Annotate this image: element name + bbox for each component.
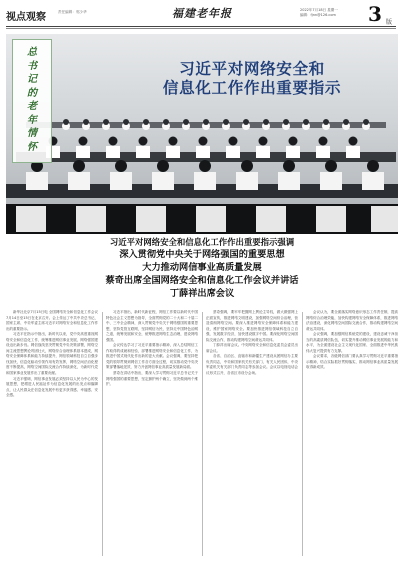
column-title: 视点观察 [6, 12, 46, 23]
editor-line: 责任编辑：郭少华 [58, 10, 87, 14]
paragraph: 新华社北京7月15日电 全国网络安全和信息化工作会议7月14日至15日在北京召开。会上传达了中共中央总书记、国家主席、中央军委主席习近平对网络安全和信息化工作作出的重要指示。 [6, 310, 98, 331]
subheadline-5: 丁薛祥出席会议 [169, 288, 235, 299]
subheadline-4: 蔡奇出席全国网络安全和信息化工作会议并讲话 [105, 275, 299, 286]
paragraph: 会议强调，要加强网信系统党的建设，建设忠诚干净担当的高素质网信队伍，切实提升推动网信事业发展的能力和水平，为全面建设社会主义现代化国家、全面推进中华民族伟大复兴提供有力支撑。 [306, 332, 398, 353]
paragraph: 会议要求，各级网信部门要认真学习贯彻习近平重要指示精神，结合实际抓好贯彻落实，推动网信事业高质量发展取得新成效。 [306, 354, 398, 370]
paragraph: 会议认为，要全面落实网络意识形态工作责任制，提高网络综合治理效能，加快构建网络安全保障体系，推进网络法治建设，深化网络空间国际交流合作，推动构建网络空间命运共同体。 [306, 310, 398, 331]
subheadline-block [6, 236, 398, 300]
editor-email: 编辑：fjnn@126.com [300, 13, 336, 17]
badge-char: 总 [27, 47, 37, 58]
paragraph: 习近平指出，新时代新征程，网信工作要以新时代中国特色社会主义思想为指导，全面贯彻党的二十大和二十届二中、三中全会精神，深入贯彻党中央关于网络强国的重要思想，坚持党管互联网，坚持网信为民，坚持走中国特色治网之道，统筹发展和安全，统筹推进网络生态治理，建设网络强国。 [106, 310, 198, 342]
vertical-badge [12, 39, 52, 163]
article-column-4 [306, 310, 398, 558]
article-column-1 [6, 310, 98, 558]
headline-line-1: 习近平对网络安全和 [179, 59, 325, 78]
subheadline-1: 习近平对网络安全和信息化工作作出重要指示强调 [109, 237, 295, 247]
paragraph: 蔡奇强调，要牢牢把握网上舆论主导权，做大做强网上正面宣传，推进网络文明建设，加强网络空间综合治理，营造清朗网络空间。要深入推进网络安全保障体系和能力建设，维护国家网络安全。要加快推进网信领域科技自立自强，发展数字经济，加快建设数字中国。要深化网络空间国际交流合作，推动构建网络空间命运共同体。 [206, 310, 298, 342]
paragraph: 丁薛祥出席会议。中央网络安全和信息化委员会委员出席会议。 [206, 343, 298, 353]
masthead: 福建老年报 [172, 7, 232, 20]
paragraph: 习近平强调，网信事业发展必须坚持以人民为中心的发展思想，把增进人民福祉作为信息化发展的出发点和落脚点，让人民群众在信息化发展中有更多获得感、幸福感、安全感。 [6, 376, 98, 398]
badge-char: 老 [27, 101, 37, 112]
badge-text [13, 46, 51, 154]
headline-line-2: 信息化工作作出重要指示 [162, 78, 342, 97]
column-divider [302, 312, 303, 556]
badge-char: 记 [27, 74, 37, 85]
news-photo [6, 34, 398, 234]
paragraph: 各省、自治区、直辖市和新疆生产建设兵团网信办主要负责同志，中央和国家机关有关部门、有关人民团体，中央军委机关有关部门负责同志等参加会议。会议以电视电话会议形式召开，各省区市设分会场。 [206, 354, 298, 376]
page-suffix: 版 [386, 19, 393, 26]
badge-char: 的 [27, 87, 37, 99]
column-divider [102, 312, 103, 556]
badge-char: 年 [27, 114, 37, 126]
issue-date: 2022年7月18日 星期一 [300, 8, 338, 12]
header-rule-thin [6, 28, 396, 29]
article-column-2 [106, 310, 198, 558]
page-number: 3 [368, 2, 382, 26]
subheadline-3: 大力推动网信事业高质量发展 [142, 262, 262, 273]
article-column-3 [206, 310, 298, 558]
article-body [6, 310, 398, 560]
badge-char: 书 [27, 60, 37, 72]
paragraph: 习近平在指示中指出，新时代以来，党中央高度重视网络安全和信息化工作，统筹推进网信事业发展，网络强国建设迈出新步伐。网信战线坚决贯彻党中央决策部署，网络空间主流思想舆论巩固壮大，网络综合治理体系基本建成，网络安全保障体系和能力持续提升，网信领域科技自立自强步伐加快，信息化驱动引领作用有效发挥，网络空间法治化程度不断提高，网络空间国际交流合作持续深化，为新时代党和国家事业发展作出了重要贡献。 [6, 332, 98, 376]
badge-char: 情 [27, 128, 37, 139]
photo-headline [107, 59, 397, 97]
paragraph: 会议传达学习了习近平重要指示精神，深入总结网信工作取得的成就和经验，部署推进网络安全和信息化工作，为推进中国式现代化作出新的更大贡献。会议强调，要坚持把党的领导贯彻到网信工作各方面全过程，切实推动党中央决策部署落地见效，努力开创网信事业高质量发展新局面。 [106, 343, 198, 370]
header-rule [6, 26, 396, 27]
subheadline-2: 深入贯彻党中央关于网络强国的重要思想 [119, 249, 285, 260]
paragraph: 蔡奇在讲话中指出，要深入学习贯彻习近平总书记关于网络强国的重要思想，坚定拥护两个确立，坚决做到两个维护。 [106, 371, 198, 387]
badge-char: 怀 [27, 141, 37, 153]
header-info [300, 8, 360, 18]
column-divider [202, 312, 203, 556]
page-header [0, 0, 402, 30]
